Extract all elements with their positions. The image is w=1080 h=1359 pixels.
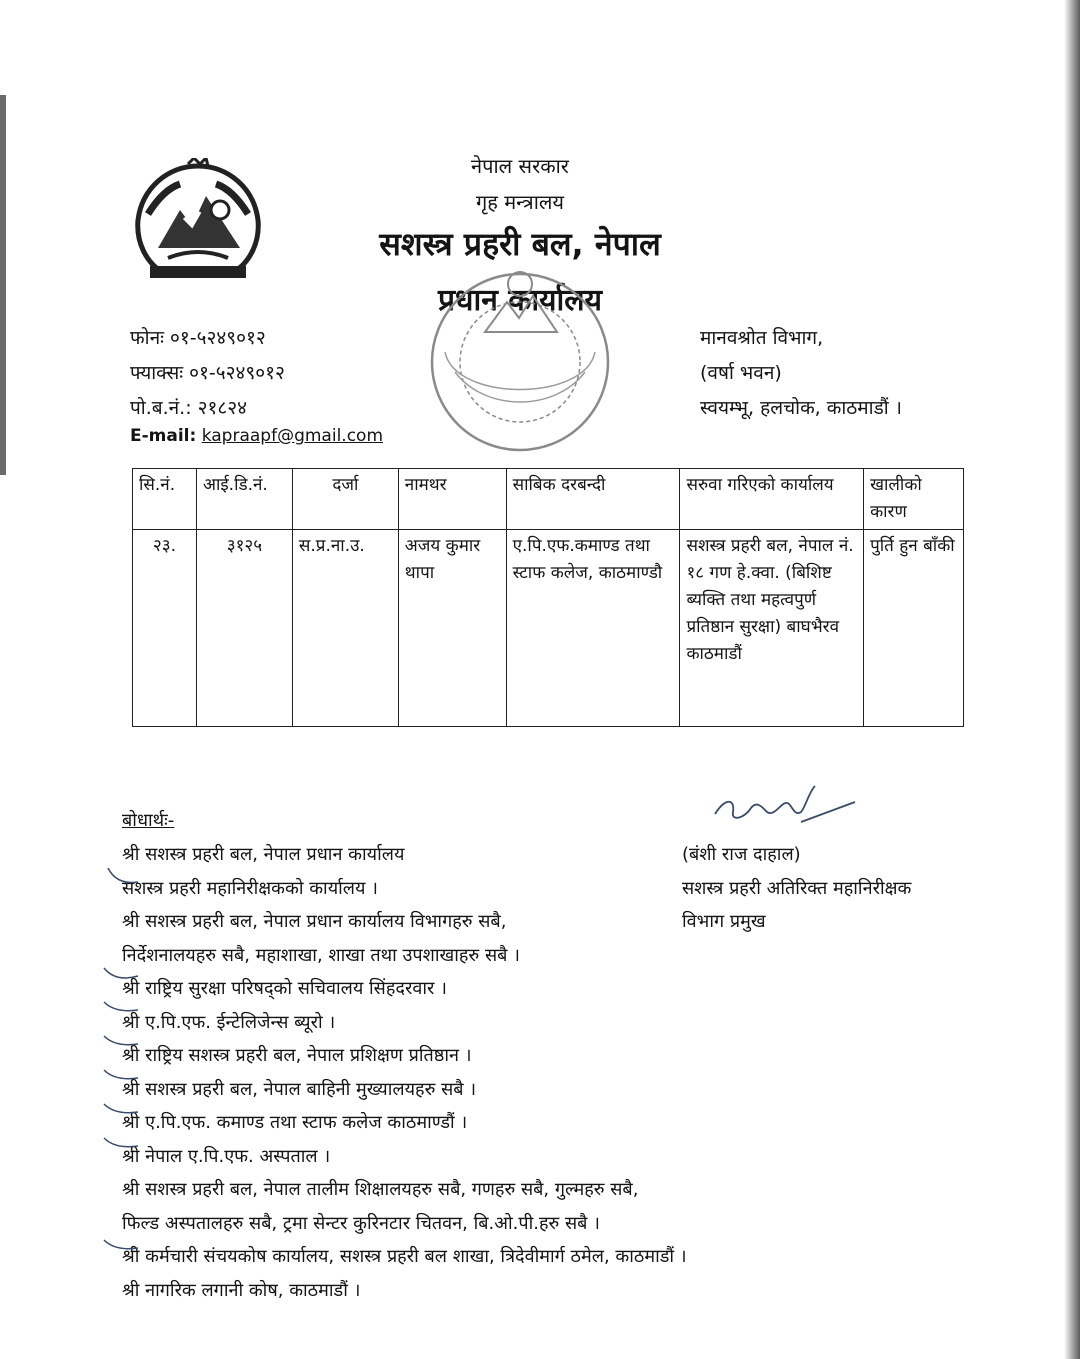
department-name: मानवश्रोत विभाग, (700, 327, 824, 349)
cc-line: श्री ए.पि.एफ. कमाण्ड तथा स्टाफ कलेज काठमाण्डौं । (122, 1112, 468, 1133)
cell-serial: २३. (133, 530, 197, 727)
cc-line: सशस्त्र प्रहरी महानिरीक्षकको कार्यालय । (122, 878, 378, 899)
header-force-name: सशस्त्र प्रहरी बल, नेपाल (379, 225, 661, 263)
scan-left-mark (0, 95, 6, 475)
contact-email-row (130, 426, 383, 446)
col-transferred-office: सरुवा गरिएको कार्यालय (680, 469, 864, 530)
cc-line: श्री कर्मचारी संचयकोष कार्यालय, सशस्त्र प्रहरी बल शाखा, त्रिदेवीमार्ग ठमेल, काठमाडौं । (122, 1246, 687, 1267)
cc-line: श्री सशस्त्र प्रहरी बल, नेपाल प्रधान कार्यालय विभागहरु सबै, (122, 911, 507, 932)
col-rank: दर्जा (292, 469, 398, 530)
cc-line: श्री नेपाल ए.पि.एफ. अस्पताल । (122, 1146, 331, 1167)
table-header-row (133, 469, 964, 530)
col-serial: सि.नं. (133, 469, 197, 530)
header-ministry: गृह मन्त्रालय (475, 190, 565, 214)
email-label: E-mail: (130, 426, 197, 446)
cc-line: श्री सशस्त्र प्रहरी बल, नेपाल तालीम शिक्षालयहरु सबै, गणहरु सबै, गुल्महरु सबै, (122, 1179, 639, 1200)
cell-vacancy-reason: पुर्ति हुन बाँकी (864, 530, 964, 727)
cc-title: बोधार्थः- (122, 810, 175, 831)
signatory-name: (बंशी राज दाहाल) (682, 844, 801, 865)
email-link[interactable]: kapraapf@gmail.com (201, 426, 383, 446)
cell-transferred-office: सशस्त्र प्रहरी बल, नेपाल नं. १८ गण हे.क्वा. (बिशिष्ट ब्यक्ति तथा महत्वपुर्ण प्रतिष्ठान सुरक्षा) बाघभैरव काठमाडौं (680, 530, 864, 727)
cc-line: श्री सशस्त्र प्रहरी बल, नेपाल बाहिनी मुख्यालयहरु सबै । (122, 1079, 477, 1100)
tick-marks-icon (90, 850, 150, 1270)
office-stamp-icon (415, 262, 625, 452)
signatory-title: सशस्त्र प्रहरी अतिरिक्त महानिरीक्षक (682, 878, 912, 899)
cc-line: श्री नागरिक लगानी कोष, काठमाडौं । (122, 1280, 361, 1301)
transfer-table (132, 468, 964, 727)
cc-line: श्री राष्ट्रिय सशस्त्र प्रहरी बल, नेपाल प्रशिक्षण प्रतिष्ठान । (122, 1045, 472, 1066)
cc-line: फिल्ड अस्पतालहरु सबै, ट्रमा सेन्टर कुरिनटार चितवन, बि.ओ.पी.हरु सबै । (122, 1213, 601, 1234)
cell-id: ३१२५ (196, 530, 292, 727)
col-previous-post: साबिक दरबन्दी (506, 469, 680, 530)
header-head-office: प्रधान कार्यालय (437, 283, 603, 318)
contact-fax: फ्याक्सः ०१-५२४९०१२ (130, 362, 285, 384)
contact-pobox: पो.ब.नं.: २१८२४ (130, 397, 248, 419)
header-government: नेपाल सरकार (471, 154, 569, 178)
col-id: आई.डि.नं. (196, 469, 292, 530)
contact-phone: फोनः ०१-५२४९०१२ (130, 327, 266, 349)
cc-line: निर्देशनालयहरु सबै, महाशाखा, शाखा तथा उपशाखाहरु सबै । (122, 945, 520, 966)
department-location: स्वयम्भू, हलचोक, काठमाडौं । (700, 397, 902, 419)
cc-line: श्री राष्ट्रिय सुरक्षा परिषद्को सचिवालय सिंहदरवार । (122, 978, 447, 999)
signatory-role: विभाग प्रमुख (682, 911, 766, 932)
cell-previous-post: ए.पि.एफ.कमाण्ड तथा स्टाफ कलेज, काठमाण्डौ (506, 530, 680, 727)
cc-line: श्री सशस्त्र प्रहरी बल, नेपाल प्रधान कार्यालय (122, 844, 405, 865)
cell-rank: स.प्र.ना.उ. (292, 530, 398, 727)
scan-edge-shadow (1064, 0, 1080, 1359)
col-vacancy-reason: खालीको कारण (864, 469, 964, 530)
nepal-emblem-icon (128, 158, 268, 284)
col-name: नामथर (398, 469, 506, 530)
department-building: (वर्षा भवन) (700, 362, 782, 384)
cell-name: अजय कुमार थापा (398, 530, 506, 727)
signature-icon (705, 778, 865, 838)
table-row (133, 530, 964, 727)
cc-line: श्री ए.पि.एफ. ईन्टेलिजेन्स ब्यूरो । (122, 1012, 336, 1033)
